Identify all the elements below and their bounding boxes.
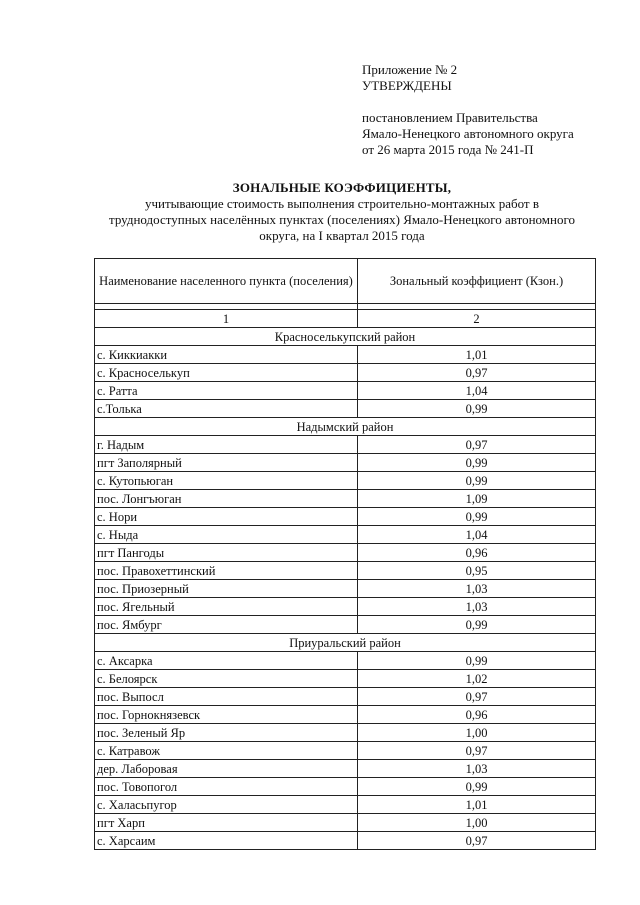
settlement-name: пос. Выпосл	[95, 688, 358, 706]
zonal-coefficient-value: 0,97	[358, 832, 596, 850]
settlement-name: г. Надым	[95, 436, 358, 454]
district-row	[95, 634, 596, 652]
table-row	[95, 454, 596, 472]
settlement-name: пос. Приозерный	[95, 580, 358, 598]
table-row	[95, 832, 596, 850]
settlement-name: с. Кутопьюган	[95, 472, 358, 490]
table-row	[95, 526, 596, 544]
header-coefficient: Зональный коэффициент (Кзон.)	[358, 259, 596, 304]
settlement-name: с. Халасьпугор	[95, 796, 358, 814]
zonal-coefficient-value: 1,01	[358, 796, 596, 814]
table-row	[95, 616, 596, 634]
approved-label: УТВЕРЖДЕНЫ	[362, 78, 452, 93]
zonal-coefficient-value: 1,09	[358, 490, 596, 508]
coefficients-table	[94, 258, 596, 850]
zonal-coefficient-value: 0,99	[358, 652, 596, 670]
settlement-name: с. Катравож	[95, 742, 358, 760]
column-number-2: 2	[358, 310, 596, 328]
table-row	[95, 364, 596, 382]
table-row	[95, 778, 596, 796]
table-row	[95, 562, 596, 580]
table-row	[95, 508, 596, 526]
district-name: Надымский район	[95, 418, 596, 436]
zonal-coefficient-value: 1,00	[358, 724, 596, 742]
settlement-name: пос. Лонгъюган	[95, 490, 358, 508]
zonal-coefficient-value: 0,99	[358, 400, 596, 418]
zonal-coefficient-value: 1,01	[358, 346, 596, 364]
settlement-name: пос. Горнокнязевск	[95, 706, 358, 724]
table-row	[95, 544, 596, 562]
table-row	[95, 436, 596, 454]
settlement-name: с. Аксарка	[95, 652, 358, 670]
settlement-name: с. Ныда	[95, 526, 358, 544]
settlement-name: с. Харсаим	[95, 832, 358, 850]
zonal-coefficient-value: 0,97	[358, 364, 596, 382]
settlement-name: с. Белоярск	[95, 670, 358, 688]
table-row	[95, 652, 596, 670]
document-title	[82, 180, 602, 244]
settlement-name: с. Красноселькуп	[95, 364, 358, 382]
table-row	[95, 472, 596, 490]
government-line: Ямало-Ненецкого автономного округа	[362, 126, 574, 141]
table-row	[95, 490, 596, 508]
zonal-coefficient-value: 0,99	[358, 454, 596, 472]
zonal-coefficient-value: 1,00	[358, 814, 596, 832]
table-row	[95, 400, 596, 418]
settlement-name: пос. Товопогол	[95, 778, 358, 796]
table-row	[95, 598, 596, 616]
settlement-name: пгт Пангоды	[95, 544, 358, 562]
zonal-coefficient-value: 0,99	[358, 778, 596, 796]
header-settlement: Наименование населенного пункта (поселения)	[95, 259, 358, 304]
title-line-4: округа, на I квартал 2015 года	[259, 228, 425, 243]
table-row	[95, 670, 596, 688]
settlement-name: пгт Заполярный	[95, 454, 358, 472]
zonal-coefficient-value: 0,95	[358, 562, 596, 580]
column-number-1: 1	[95, 310, 358, 328]
title-line-3: труднодоступных населённых пунктах (поселениях) Ямало-Ненецкого автономного	[109, 212, 575, 227]
zonal-coefficient-value: 1,03	[358, 598, 596, 616]
settlement-name: с.Толька	[95, 400, 358, 418]
settlement-name: пос. Правохеттинский	[95, 562, 358, 580]
district-row	[95, 328, 596, 346]
settlement-name: пос. Ягельный	[95, 598, 358, 616]
zonal-coefficient-value: 0,99	[358, 508, 596, 526]
table-body	[95, 328, 596, 850]
table-row	[95, 814, 596, 832]
column-number-row	[95, 310, 596, 328]
decree-line: постановлением Правительства	[362, 110, 538, 125]
approval-block	[362, 62, 632, 158]
zonal-coefficient-value: 0,99	[358, 616, 596, 634]
table-row	[95, 796, 596, 814]
settlement-name: пос. Ямбург	[95, 616, 358, 634]
table-row	[95, 688, 596, 706]
zonal-coefficient-value: 0,99	[358, 472, 596, 490]
zonal-coefficient-value: 0,96	[358, 544, 596, 562]
settlement-name: с. Киккиакки	[95, 346, 358, 364]
table-row	[95, 724, 596, 742]
district-row	[95, 418, 596, 436]
settlement-name: с. Нори	[95, 508, 358, 526]
table-row	[95, 382, 596, 400]
table-row	[95, 706, 596, 724]
settlement-name: дер. Лаборовая	[95, 760, 358, 778]
settlement-name: пгт Харп	[95, 814, 358, 832]
table-row	[95, 346, 596, 364]
table-header-row	[95, 259, 596, 304]
zonal-coefficient-value: 1,02	[358, 670, 596, 688]
settlement-name: пос. Зеленый Яр	[95, 724, 358, 742]
zonal-coefficient-value: 1,04	[358, 382, 596, 400]
settlement-name: с. Ратта	[95, 382, 358, 400]
district-name: Приуральский район	[95, 634, 596, 652]
table-row	[95, 760, 596, 778]
zonal-coefficient-value: 1,03	[358, 580, 596, 598]
title-main: ЗОНАЛЬНЫЕ КОЭФФИЦИЕНТЫ,	[232, 180, 452, 195]
district-name: Красноселькупский район	[95, 328, 596, 346]
table-row	[95, 580, 596, 598]
title-line-2: учитывающие стоимость выполнения строительно-монтажных работ в	[145, 196, 539, 211]
appendix-label: Приложение № 2	[362, 62, 458, 77]
zonal-coefficient-value: 0,97	[358, 688, 596, 706]
zonal-coefficient-value: 0,97	[358, 742, 596, 760]
decree-date-line: от 26 марта 2015 года № 241-П	[362, 142, 534, 157]
table-row	[95, 742, 596, 760]
zonal-coefficient-value: 0,96	[358, 706, 596, 724]
zonal-coefficient-value: 1,03	[358, 760, 596, 778]
zonal-coefficient-value: 1,04	[358, 526, 596, 544]
spacer	[362, 94, 632, 110]
zonal-coefficient-value: 0,97	[358, 436, 596, 454]
